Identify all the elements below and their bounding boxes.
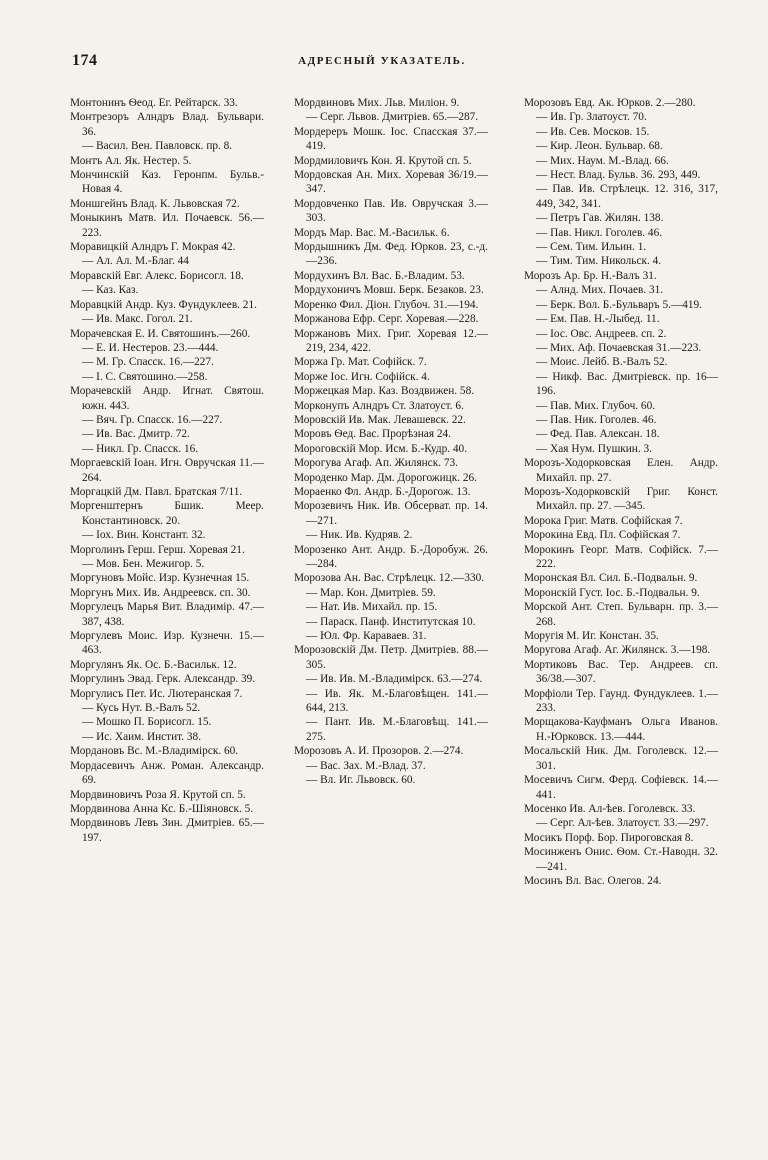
entry-text: Морозенко Ант. Андр. Б.-Доробуж. 26.—284. — [294, 543, 488, 570]
directory-entry — [294, 471, 488, 485]
directory-entry — [294, 125, 488, 154]
directory-entry — [524, 586, 718, 600]
directory-entry — [524, 269, 718, 283]
directory-entry — [524, 168, 718, 182]
entry-text: Мордасевичъ Анж. Роман. Александр. 69. — [70, 759, 264, 787]
directory-entry — [294, 586, 488, 600]
column-3 — [524, 96, 718, 888]
entry-text: Мордановъ Вс. М.-Владимірск. 60. — [70, 745, 239, 758]
entry-text: Моругія М. Иг. Констан. 35. — [524, 630, 659, 643]
entry-text: Морской Ант. Степ. Бульварн. пр. 3.—268. — [524, 601, 718, 628]
directory-entry — [294, 615, 488, 629]
entry-text: Моржецкая Мар. Каз. Воздвижен. 58. — [294, 385, 475, 398]
entry-text: — Ив. Макс. Гогол. 21. — [82, 313, 193, 326]
directory-entry — [294, 672, 488, 686]
entry-text: Морачевскій Андр. Игнат. Святош. южн. 443. — [70, 385, 264, 412]
directory-entry — [294, 384, 488, 398]
directory-entry — [524, 254, 718, 268]
entry-text: Монтонинъ Ѳеод. Ег. Рейтарск. 33. — [70, 97, 238, 109]
directory-entry — [294, 197, 488, 226]
entry-text: — Іох. Вин. Констант. 32. — [82, 529, 206, 542]
entry-text: — Никф. Вас. Дмитріевск. пр. 16—196. — [536, 370, 718, 398]
directory-entry — [524, 658, 718, 687]
directory-entry — [70, 788, 264, 802]
directory-entry — [294, 427, 488, 441]
directory-entry — [524, 831, 718, 845]
entry-text: — Ник. Ив. Кудряв. 2. — [306, 529, 413, 542]
directory-entry — [524, 816, 718, 830]
entry-text: Мосинъ Вл. Вас. Олегов. 24. — [524, 874, 662, 887]
directory-entry — [70, 456, 264, 485]
entry-text: — Ив. Вас. Дмитр. 72. — [82, 428, 190, 441]
entry-text: Моргунъ Мих. Ив. Андреевск. сп. 30. — [70, 586, 251, 599]
entry-text: — Алнд. Мих. Почаев. 31. — [536, 284, 664, 297]
directory-entry — [70, 240, 264, 254]
entry-text: — Пав. Никл. Гоголев. 46. — [536, 226, 663, 239]
entry-text: Монтъ Ал. Як. Нестер. 5. — [70, 154, 192, 167]
directory-entry — [524, 442, 718, 456]
directory-entry — [294, 226, 488, 240]
directory-entry — [524, 211, 718, 225]
directory-entry — [70, 269, 264, 283]
directory-entry — [294, 456, 488, 470]
directory-entry — [524, 600, 718, 629]
entry-text: — Вл. Иг. Львовск. 60. — [306, 774, 416, 787]
entry-text: Мончинскій Каз. Геронпм. Бульв.-Новая 4. — [70, 169, 264, 196]
directory-entry — [524, 139, 718, 153]
entry-text: — Ив. Сев. Москов. 15. — [536, 125, 650, 138]
column-1 — [70, 96, 264, 845]
entry-text: Моргуновъ Мойс. Изр. Кузнечная 15. — [70, 572, 250, 585]
directory-entry — [70, 629, 264, 658]
entry-text: — Нест. Влад. Бульв. 36. 293, 449. — [536, 169, 701, 182]
directory-entry — [294, 298, 488, 312]
directory-entry — [70, 283, 264, 297]
directory-entry — [70, 816, 264, 845]
directory-entry — [524, 355, 718, 369]
directory-entry — [294, 154, 488, 168]
entry-text: — Петръ Гав. Жилян. 138. — [536, 212, 664, 225]
entry-text: Моргулинъ Эвад. Герк. Александр. 39. — [70, 673, 256, 686]
entry-text: Моронская Вл. Сил. Б.-Подвальн. 9. — [524, 572, 698, 585]
entry-text: — Хая Нум. Пушкин. 3. — [536, 442, 652, 455]
entry-text: Морконупъ Алндръ Ст. Златоуст. 6. — [294, 399, 464, 412]
entry-text: Морже Іос. Игн. Софійск. 4. — [294, 370, 430, 383]
entry-text: Мосальскій Ник. Дм. Гоголевск. 12.—301. — [524, 745, 718, 772]
entry-text: — Ис. Хаим. Инстит. 38. — [82, 730, 202, 743]
entry-text: — Берк. Вол. Б.-Бульваръ 5.—419. — [536, 298, 702, 311]
entry-text: — Никл. Гр. Спасск. 16. — [82, 442, 199, 455]
directory-entry — [70, 327, 264, 341]
directory-entry — [70, 197, 264, 211]
directory-entry — [524, 773, 718, 802]
directory-entry — [70, 730, 264, 744]
directory-entry — [524, 543, 718, 572]
directory-entry — [294, 269, 488, 283]
directory-entry — [70, 543, 264, 557]
entry-text: — Ив. Як. М.-Благовѣщен. 141.—644, 213. — [306, 687, 488, 715]
directory-entry — [70, 557, 264, 571]
directory-entry — [524, 327, 718, 341]
directory-entry — [294, 110, 488, 124]
directory-entry — [524, 427, 718, 441]
entry-text: — Кусь Нут. В.-Валъ 52. — [82, 702, 201, 715]
directory-entry — [524, 298, 718, 312]
directory-entry — [70, 658, 264, 672]
entry-text: Моровскій Ив. Мак. Левашевск. 22. — [294, 413, 466, 426]
directory-entry — [524, 399, 718, 413]
entry-text: Мосинженъ Онис. Ѳом. Ст.-Наводн. 32.—241. — [524, 846, 718, 873]
directory-entry — [294, 413, 488, 427]
entry-text: — Параск. Панф. Институтская 10. — [306, 615, 476, 628]
directory-entry — [524, 226, 718, 240]
entry-text: Моравицкій Алндръ Г. Мокрая 42. — [70, 241, 236, 254]
directory-entry — [70, 96, 264, 110]
entry-text: Морфіоли Тер. Гаунд. Фундуклеев. 1.—233. — [524, 687, 718, 715]
directory-entry — [294, 600, 488, 614]
directory-entry — [70, 485, 264, 499]
directory-entry — [294, 240, 488, 269]
entry-text: Моншгейнъ Влад. К. Львовская 72. — [70, 197, 240, 210]
directory-entry — [524, 485, 718, 514]
entry-text: Моныкинъ Матв. Ил. Почаевск. 56.—223. — [70, 212, 264, 239]
entry-text: — Пант. Ив. М.-Благовѣщ. 141.—275. — [306, 716, 488, 743]
directory-entry — [524, 874, 718, 888]
entry-text: Моронскій Густ. Іос. Б.-Подвальн. 9. — [524, 586, 700, 599]
directory-entry — [70, 312, 264, 326]
directory-entry — [70, 600, 264, 629]
entry-text: Мосикъ Порф. Бор. Пироговская 8. — [524, 831, 694, 844]
entry-text: — Сем. Тим. Ильин. 1. — [536, 241, 647, 254]
directory-entry — [294, 744, 488, 758]
directory-entry — [70, 341, 264, 355]
directory-entry — [70, 110, 264, 139]
directory-entry — [524, 643, 718, 657]
entry-text: Морщакова-Кауфманъ Ольга Иванов. Н.-Юрковск. 13.—444. — [524, 716, 718, 743]
directory-entry — [524, 370, 718, 399]
directory-entry — [294, 759, 488, 773]
entry-text: Моругова Агаф. Аг. Жилянск. 3.—198. — [524, 644, 711, 657]
running-title: АДРЕСНЫЙ УКАЗАТЕЛЬ. — [298, 55, 466, 67]
directory-entry — [70, 744, 264, 758]
entry-text: — Мар. Кон. Дмитріев. 59. — [306, 586, 436, 599]
directory-entry — [70, 802, 264, 816]
entry-text: Моргулевъ Моис. Изр. Кузнечн. 15.—463. — [70, 630, 264, 657]
directory-entry — [524, 240, 718, 254]
directory-entry — [524, 744, 718, 773]
entry-text: Мосенко Ив. Ал-ѣев. Гоголевск. 33. — [524, 802, 696, 815]
directory-entry — [524, 514, 718, 528]
directory-entry — [70, 427, 264, 441]
directory-entry — [524, 629, 718, 643]
directory-entry — [294, 773, 488, 787]
directory-entry — [524, 341, 718, 355]
directory-entry — [524, 125, 718, 139]
entry-text: — Пав. Мих. Глубоч. 60. — [536, 399, 656, 412]
entry-text: Моргулисъ Пет. Ис. Лютеранская 7. — [70, 687, 243, 700]
entry-text: Моргулецъ Марья Вит. Владимір. 47.—387, 438. — [70, 601, 264, 628]
entry-text: Морачевская Е. И. Святошинъ.—260. — [70, 327, 251, 340]
directory-entry — [70, 154, 264, 168]
entry-text: Морозъ-Ходорковская Елен. Андр. Михайл. пр. 27. — [524, 457, 718, 484]
entry-text: — Іос. Овс. Андреев. сп. 2. — [536, 327, 667, 340]
entry-text: Моржанова Ефр. Серг. Хоревая.—228. — [294, 313, 479, 326]
entry-text: Мордмиловичъ Кон. Я. Крутой сп. 5. — [294, 154, 472, 167]
directory-entry — [70, 687, 264, 701]
entry-text: — Ив. Ив. М.-Владимірск. 63.—274. — [306, 673, 483, 686]
directory-entry — [70, 499, 264, 528]
entry-text: Моравцкій Андр. Куз. Фундуклеев. 21. — [70, 298, 257, 311]
directory-entry — [524, 845, 718, 874]
entry-text: Мордвиновичъ Роза Я. Крутой сп. 5. — [70, 788, 246, 801]
directory-entry — [70, 211, 264, 240]
entry-text: — Мих. Аф. Почаевская 31.—223. — [536, 341, 702, 354]
directory-entry — [524, 96, 718, 110]
entry-text: — Нат. Ив. Михайл. пр. 15. — [306, 601, 438, 614]
directory-entry — [524, 687, 718, 716]
entry-text: Морозевичъ Ник. Ив. Обсерват. пр. 14.—271. — [294, 500, 488, 527]
directory-entry — [70, 370, 264, 384]
directory-entry — [294, 355, 488, 369]
entry-text: — Фед. Пав. Алексан. 18. — [536, 428, 660, 441]
entry-text: Морокинъ Георг. Матв. Софійск. 7.—222. — [524, 543, 718, 570]
directory-entry — [70, 759, 264, 788]
directory-entry — [294, 327, 488, 356]
entry-text: Морока Григ. Матв. Софійская 7. — [524, 514, 683, 527]
entry-text: Мордовченко Пав. Ив. Овручская 3.—303. — [294, 197, 488, 225]
directory-entry — [294, 399, 488, 413]
directory-entry — [70, 168, 264, 197]
directory-entry — [70, 571, 264, 585]
directory-entry — [524, 456, 718, 485]
entry-text: — Е. И. Нестеров. 23.—444. — [82, 341, 219, 354]
entry-text: Морголинъ Герш. Герш. Хоревая 21. — [70, 543, 245, 556]
entry-text: — Юл. Фр. Караваев. 31. — [306, 630, 427, 643]
directory-entry — [524, 715, 718, 744]
entry-text: Морогува Агаф. Ап. Жилянск. 73. — [294, 457, 458, 470]
entry-text: Морозъ-Ходорковскій Григ. Конст. Михайл. пр. 27. —345. — [524, 485, 718, 513]
entry-text: — Пав. Ив. Стрѣлецк. 12. 316, 317, 449, 342, 341. — [536, 183, 718, 210]
directory-entry — [294, 643, 488, 672]
directory-entry — [70, 384, 264, 413]
page-number: 174 — [72, 52, 98, 69]
entry-text: Мороговскій Мор. Исм. Б.-Кудр. 40. — [294, 442, 468, 455]
entry-text: — Вас. Зах. М.-Влад. 37. — [306, 759, 426, 772]
entry-text: — I. С. Святошино.—258. — [82, 370, 208, 383]
entry-text: Моргулянъ Як. Ос. Б.-Васильк. 12. — [70, 658, 237, 671]
directory-entry — [294, 543, 488, 572]
entry-text: — Тим. Тим. Никольск. 4. — [536, 255, 662, 268]
directory-entry — [294, 629, 488, 643]
entry-text: Мордвиновъ Мих. Льв. Миліон. 9. — [294, 97, 460, 109]
directory-entry — [524, 110, 718, 124]
directory-entry — [524, 182, 718, 211]
entry-text: Моргацкій Дм. Павл. Братская 7/11. — [70, 485, 243, 498]
entry-text: — М. Гр. Спасск. 16.—227. — [82, 356, 214, 369]
directory-entry — [294, 499, 488, 528]
directory-entry — [70, 355, 264, 369]
entry-text: Моргаевскій Іоан. Игн. Овручская 11.—264. — [70, 457, 264, 484]
entry-text: — Васил. Вен. Павловск. пр. 8. — [82, 140, 233, 153]
entry-text: Мортиковъ Вас. Тер. Андреев. сп. 36/38.—307. — [524, 658, 718, 686]
directory-entry — [294, 442, 488, 456]
entry-text: — Каз. Каз. — [82, 284, 139, 297]
entry-text: Морозовскій Дм. Петр. Дмитріев. 88.—305. — [294, 644, 488, 671]
entry-text: Моравскій Евг. Алекс. Борисогл. 18. — [70, 269, 244, 282]
entry-text: Мордовская Ан. Мих. Хоревая 36/19.—347. — [294, 169, 488, 196]
entry-text: Морозъ Ар. Бр. Н.-Валъ 31. — [524, 269, 657, 282]
entry-text: Мордухинъ Вл. Вас. Б.-Владим. 53. — [294, 269, 465, 282]
entry-text: Моровъ Ѳед. Вас. Прорѣзная 24. — [294, 428, 451, 441]
entry-text: — Моис. Лейб. В.-Валъ 52. — [536, 356, 668, 369]
entry-text: Монтрезоръ Алндръ Влад. Бульвари. 36. — [70, 111, 264, 138]
entry-text: — Серг. Львов. Дмитріев. 65.—287. — [306, 111, 479, 124]
directory-entry — [524, 154, 718, 168]
entry-text: Морозова Ан. Вас. Стрѣлецк. 12.—330. — [294, 572, 485, 585]
entry-text: Мороденко Мар. Дм. Дорогожицк. 26. — [294, 471, 477, 484]
directory-columns — [70, 96, 722, 1136]
directory-entry — [70, 298, 264, 312]
entry-text: Моргенштернъ Бшик. Меер. Константиновск. 20. — [70, 500, 264, 527]
directory-entry — [524, 528, 718, 542]
entry-text: Моржа Гр. Мат. Софійск. 7. — [294, 356, 427, 369]
entry-text: Морокина Евд. Пл. Софійская 7. — [524, 529, 681, 542]
directory-entry — [70, 528, 264, 542]
directory-entry — [294, 283, 488, 297]
entry-text: Моренко Фил. Діон. Глубоч. 31.—194. — [294, 298, 479, 311]
entry-text: Морозовъ А. И. Прозоров. 2.—274. — [294, 745, 464, 758]
directory-entry — [524, 312, 718, 326]
entry-text: — Мих. Наум. М.-Влад. 66. — [536, 154, 669, 167]
page-header — [72, 52, 692, 74]
directory-entry — [294, 715, 488, 744]
entry-text: Мордвинова Анна Кс. Б.-Шіяновск. 5. — [70, 802, 254, 815]
entry-text: Мордъ Мар. Вас. М.-Васильк. 6. — [294, 226, 450, 239]
entry-text: Моржановъ Мих. Григ. Хоревая 12.—219, 234, 422. — [294, 327, 488, 354]
entry-text: Морозовъ Евд. Ак. Юрков. 2.—280. — [524, 97, 696, 109]
entry-text: Мораенко Фл. Андр. Б.-Дорогож. 13. — [294, 485, 471, 498]
directory-entry — [70, 586, 264, 600]
entry-text: Мордухоничъ Мовш. Берк. Безаков. 23. — [294, 284, 484, 297]
directory-entry — [294, 485, 488, 499]
entry-text: Мордвиновъ Левъ Зин. Дмитріев. 65.—197. — [70, 817, 264, 844]
directory-entry — [294, 168, 488, 197]
directory-entry — [524, 413, 718, 427]
directory-entry — [294, 528, 488, 542]
directory-entry — [70, 701, 264, 715]
entry-text: — Ем. Пав. Н.-Лыбед. 11. — [536, 313, 660, 326]
directory-entry — [524, 571, 718, 585]
directory-entry — [70, 672, 264, 686]
directory-entry — [294, 312, 488, 326]
entry-text: Мордереръ Мошк. Іос. Спасская 37.—419. — [294, 125, 488, 153]
directory-entry — [294, 96, 488, 110]
entry-text: — Пав. Ник. Гоголев. 46. — [536, 413, 657, 426]
entry-text: — Кир. Леон. Бульвар. 68. — [536, 140, 663, 153]
entry-text: — Мошко П. Борисогл. 15. — [82, 716, 212, 729]
directory-entry — [70, 139, 264, 153]
directory-entry — [294, 571, 488, 585]
entry-text: — Вяч. Гр. Спасск. 16.—227. — [82, 413, 223, 426]
directory-entry — [294, 370, 488, 384]
entry-text: Мосевичъ Сигм. Ферд. Софіевск. 14.—441. — [524, 774, 718, 801]
directory-entry — [70, 254, 264, 268]
directory-entry — [70, 715, 264, 729]
entry-text: — Ив. Гр. Златоуст. 70. — [536, 111, 647, 124]
directory-entry — [524, 283, 718, 297]
entry-text: Мордышникъ Дм. Фед. Юрков. 23, с.-д.—236. — [294, 241, 488, 268]
directory-entry — [294, 687, 488, 716]
directory-entry — [70, 442, 264, 456]
directory-entry — [70, 413, 264, 427]
entry-text: — Ал. Ал. М.-Благ. 44 — [82, 255, 189, 268]
directory-entry — [524, 802, 718, 816]
entry-text: — Серг. Ал-ѣев. Златоуст. 33.—297. — [536, 817, 709, 830]
column-2 — [294, 96, 488, 788]
entry-text: — Мов. Бен. Межигор. 5. — [82, 558, 205, 570]
